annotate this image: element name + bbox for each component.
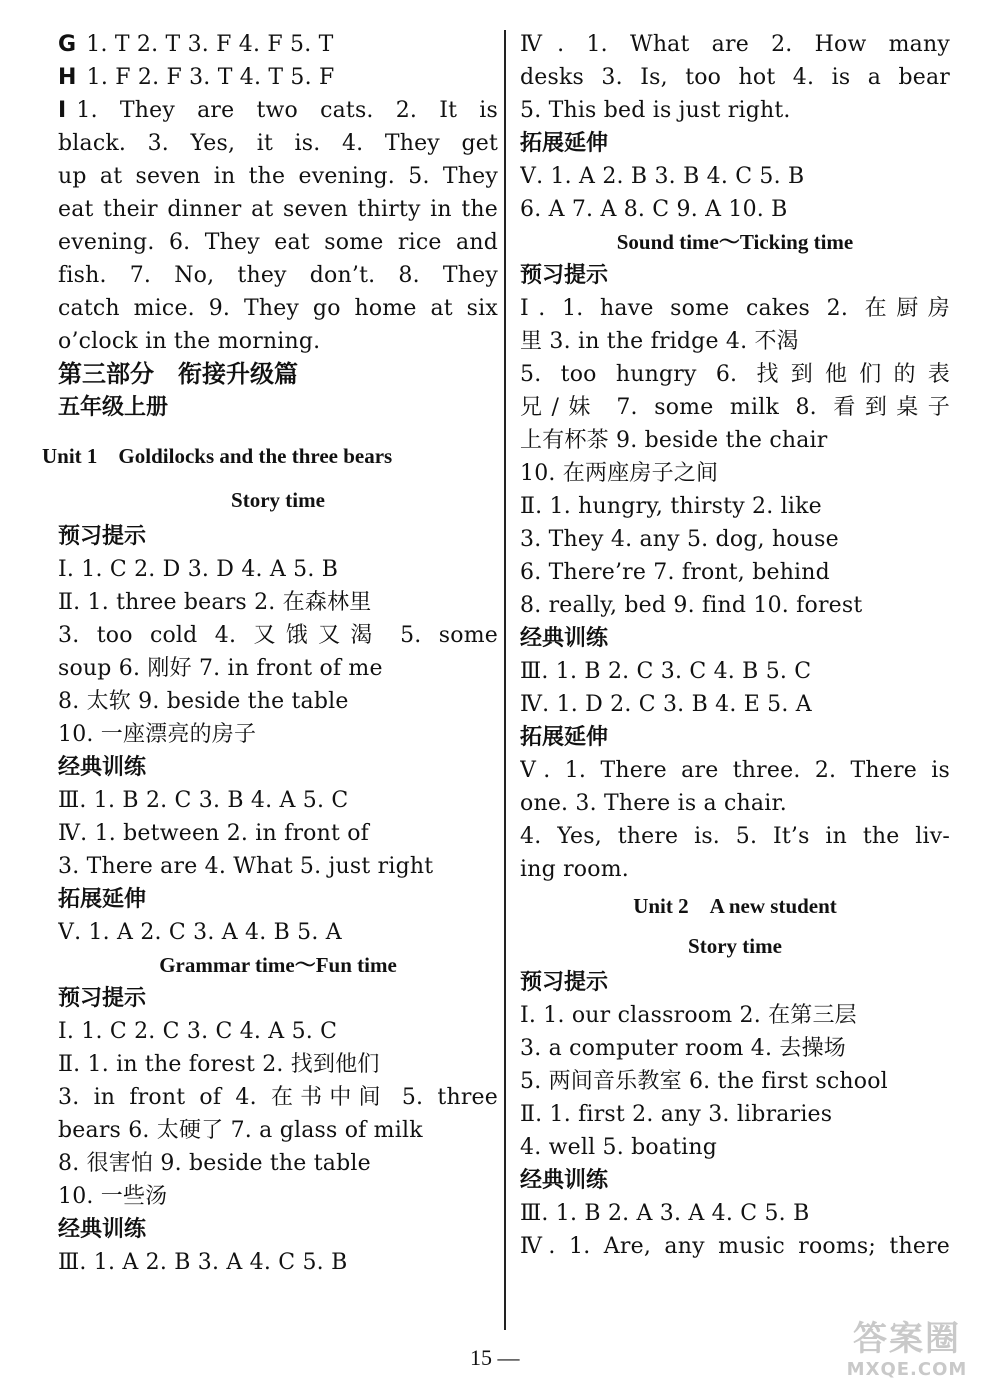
answer-text: 5. too hungry 6. 找到他们的表 [520,362,950,387]
answer-line [58,193,498,226]
part-heading: 第三部分 衔接升级篇 [58,360,298,388]
lesson-heading: Story time [688,934,782,958]
lesson-heading: Grammar time～Fun time [159,953,397,977]
answer-text: 3. a computer room 4. 去操场 [520,1036,846,1061]
answer-text: 8. 太软 9. beside the table [58,689,349,714]
answer-text: 10. 一些汤 [58,1184,168,1209]
answer-text: Ⅱ. 1. hungry, thirsty 2. like [520,494,822,519]
answer-line [58,652,498,685]
answer-line [520,358,950,391]
answer-text: Ⅴ. 1. A 2. B 3. B 4. C 5. B [520,164,805,189]
lesson-heading: Unit 2 A new student [633,894,837,918]
answer-line [58,127,498,160]
answer-text: catch mice. 9. They go home at six [58,296,498,321]
section-heading: 经典训练 [520,1168,609,1193]
watermark-logo [832,1319,982,1389]
answer-text: fish. 7. No, they don’t. 8. They [58,263,498,288]
answer-text: Ⅰ. 1. C 2. D 3. D 4. A 5. B [58,557,339,582]
answer-text: 10. 在两座房子之间 [520,461,719,486]
section-heading: 经典训练 [58,755,147,780]
answer-line [58,553,498,586]
answer-text: evening. 6. They eat some rice and [58,230,498,255]
section-heading: 经典训练 [58,1217,147,1242]
answer-text: Ⅴ. 1. A 2. C 3. A 4. B 5. A [58,920,342,945]
answer-line [520,820,950,853]
answer-line [58,1114,498,1147]
answer-line [58,160,498,193]
column-divider [504,30,506,1330]
lesson-heading: Story time [231,488,325,512]
answer-text: 3. There are 4. What 5. just right [58,854,434,879]
exercise-letter: I [58,98,67,123]
answer-text: Ⅴ. 1. There are three. 2. There is [520,758,950,783]
answer-text: desks 3. Is, too hot 4. is a bear [520,65,950,90]
watermark-logo-text: 答案圈 [853,1319,961,1359]
answer-line [520,655,950,688]
section-heading: 预习提示 [520,970,609,995]
answer-line [58,1180,498,1213]
answer-line [520,325,950,358]
answer-line [58,916,498,949]
answer-line [58,586,498,619]
answer-line [520,1098,950,1131]
answer-line [58,619,498,652]
answer-line [58,1048,498,1081]
answer-line [520,589,950,622]
answer-text: Ⅳ. 1. Are, any music rooms; there [520,1234,950,1259]
section-heading: 五年级上册 [58,395,169,420]
answer-line [58,94,498,127]
answer-line [520,754,950,787]
section-heading: 预习提示 [520,263,609,288]
left-column [42,28,498,1279]
section-heading: 拓展延伸 [520,725,609,750]
answer-text: o’clock in the morning. [58,329,321,354]
answer-text: bears 6. 太硬了 7. a glass of milk [58,1118,423,1143]
answer-text: Ⅳ. 1. between 2. in front of [58,821,370,846]
answer-text: 4. well 5. boating [520,1135,718,1160]
answer-text: eat their dinner at seven thirty in the [58,197,498,222]
answer-text: Ⅰ. 1. C 2. C 3. C 4. A 5. C [58,1019,338,1044]
answer-line [520,292,950,325]
section-heading: 拓展延伸 [58,887,147,912]
answer-line [58,28,498,61]
answer-line [58,1246,498,1279]
page-number: 15 — [470,1345,520,1370]
answer-text: up at seven in the evening. 5. They [58,164,498,189]
answer-text: one. 3. There is a chair. [520,791,787,816]
answer-text: Ⅱ. 1. in the forest 2. 找到他们 [58,1052,380,1077]
answer-line [520,999,950,1032]
answer-text: 10. 一座漂亮的房子 [58,722,257,747]
answer-line [520,61,950,94]
exercise-letter: G [58,32,77,57]
answer-line [520,1197,950,1230]
answer-line [520,94,950,127]
section-heading: 经典训练 [520,626,609,651]
answer-line [520,1032,950,1065]
answer-text: 6. There’re 7. front, behind [520,560,830,585]
answer-line [520,787,950,820]
answer-text: 8. really, bed 9. find 10. forest [520,593,863,618]
answer-text: 3. They 4. any 5. dog, house [520,527,839,552]
answer-text: Ⅲ. 1. B 2. C 3. C 4. B 5. C [520,659,812,684]
answer-line [58,817,498,850]
section-heading: 预习提示 [58,524,147,549]
answer-text: Ⅳ. 1. D 2. C 3. B 4. E 5. A [520,692,812,717]
answer-line [520,28,950,61]
answer-line [520,523,950,556]
answer-line [58,1081,498,1114]
answer-line [520,424,950,457]
answer-line [58,718,498,751]
answer-line [58,850,498,883]
answer-text: Ⅲ. 1. A 2. B 3. A 4. C 5. B [58,1250,348,1275]
answer-line [58,61,498,94]
answer-line [58,784,498,817]
answer-text: Ⅱ. 1. three bears 2. 在森林里 [58,590,372,615]
answer-text: Ⅳ. 1. What are 2. How many [520,32,950,57]
answer-text: 3. in front of 4. 在书中间 5. three [58,1085,498,1110]
answer-line [520,556,950,589]
answer-line [58,292,498,325]
answer-text: 6. A 7. A 8. C 9. A 10. B [520,197,788,222]
answer-text: 上有杯茶 9. beside the chair [520,428,828,453]
answer-line [520,160,950,193]
section-heading: 预习提示 [58,986,147,1011]
answer-line [520,457,950,490]
answer-text: 5. This bed is just right. [520,98,791,123]
answer-text: Ⅰ. 1. our classroom 2. 在第三层 [520,1003,857,1028]
answer-text: Ⅲ. 1. B 2. A 3. A 4. C 5. B [520,1201,810,1226]
answer-text: 4. Yes, there is. 5. It’s in the liv- [520,824,950,849]
answer-text: 1. F 2. F 3. T 4. T 5. F [86,65,335,90]
answer-line [58,685,498,718]
answer-line [520,1131,950,1164]
answer-text: Ⅰ. 1. have some cakes 2. 在厨房 [520,296,950,321]
answer-line [520,1230,950,1263]
section-heading: 拓展延伸 [520,131,609,156]
exercise-letter: H [58,65,77,90]
answer-text: Ⅲ. 1. B 2. C 3. B 4. A 5. C [58,788,349,813]
answer-line [58,259,498,292]
unit-heading: Unit 1 Goldilocks and the three bears [42,444,393,468]
answer-text: 3. too cold 4. 又饿又渴 5. some [58,623,498,648]
lesson-heading: Sound time～Ticking time [616,230,854,254]
answer-line [520,490,950,523]
answer-text: black. 3. Yes, it is. 4. They get [58,131,498,156]
answer-line [58,1015,498,1048]
answer-line [58,226,498,259]
answer-text: 5. 两间音乐教室 6. the first school [520,1069,888,1094]
answer-text: 8. 很害怕 9. beside the table [58,1151,371,1176]
answer-text: 1. They are two cats. 2. It is [76,98,498,123]
answer-line [58,1147,498,1180]
answer-line [520,193,950,226]
answer-line [520,688,950,721]
answer-text: 1. T 2. T 3. F 4. F 5. T [86,32,334,57]
answer-text: 里 3. in the fridge 4. 不渴 [520,329,799,354]
answer-text: 兄/妹 7. some milk 8. 看到桌子 [520,395,950,420]
answer-line [58,325,498,358]
right-column [520,28,950,1263]
watermark-url: MXQE.COM [846,1359,968,1380]
answer-line [520,853,950,886]
answer-line [520,391,950,424]
answer-text: soup 6. 刚好 7. in front of me [58,656,383,681]
answer-line [520,1065,950,1098]
answer-text: ing room. [520,857,629,882]
answer-text: Ⅱ. 1. first 2. any 3. libraries [520,1102,833,1127]
